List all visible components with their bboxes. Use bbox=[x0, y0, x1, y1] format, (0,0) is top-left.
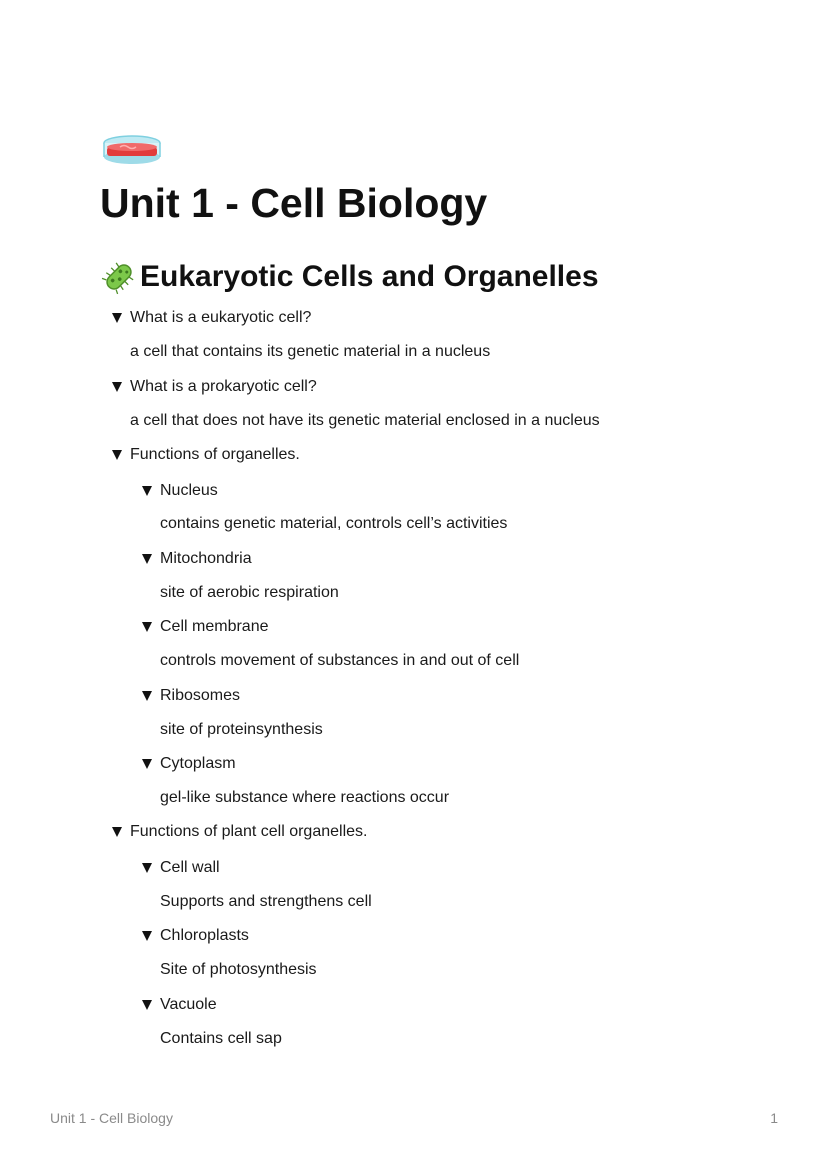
toggle-vacuole[interactable] bbox=[142, 994, 217, 1016]
section-heading bbox=[100, 256, 599, 298]
toggle-triangle-icon[interactable] bbox=[142, 863, 152, 873]
toggle-label: Cytoplasm bbox=[160, 755, 236, 772]
toggle-content: site of aerobic respiration bbox=[160, 584, 339, 601]
section-heading-text: Eukaryotic Cells and Organelles bbox=[140, 260, 599, 293]
page-number: 1 bbox=[770, 1110, 778, 1126]
toggle-chloroplasts[interactable] bbox=[142, 925, 249, 947]
toggle-triangle-icon[interactable] bbox=[142, 691, 152, 701]
toggle-cytoplasm[interactable] bbox=[142, 753, 236, 775]
toggle-cell-membrane[interactable] bbox=[142, 616, 268, 638]
toggle-content: site of proteinsynthesis bbox=[160, 721, 323, 738]
toggle-content: Contains cell sap bbox=[160, 1030, 282, 1047]
toggle-label: Functions of plant cell organelles. bbox=[130, 823, 368, 840]
toggle-eukaryotic-cell[interactable] bbox=[112, 307, 311, 329]
toggle-content: contains genetic material, controls cell’s activities bbox=[160, 515, 508, 532]
microbe-icon bbox=[100, 258, 138, 296]
toggle-triangle-icon[interactable] bbox=[112, 827, 122, 837]
toggle-triangle-icon[interactable] bbox=[112, 382, 122, 392]
toggle-label: Ribosomes bbox=[160, 687, 241, 704]
toggle-content: a cell that does not have its genetic material enclosed in a nucleus bbox=[130, 412, 600, 429]
toggle-triangle-icon[interactable] bbox=[142, 759, 152, 769]
toggle-content: a cell that contains its genetic material in a nucleus bbox=[130, 343, 491, 360]
toggle-triangle-icon[interactable] bbox=[142, 622, 152, 632]
toggle-label: Mitochondria bbox=[160, 550, 252, 567]
toggle-mitochondria[interactable] bbox=[142, 548, 252, 570]
toggle-label: Chloroplasts bbox=[160, 927, 249, 944]
toggle-content: controls movement of substances in and out of cell bbox=[160, 652, 520, 669]
toggle-label: Cell membrane bbox=[160, 618, 269, 635]
toggle-label: Vacuole bbox=[160, 996, 217, 1013]
toggle-triangle-icon[interactable] bbox=[112, 313, 122, 323]
toggle-content: Supports and strengthens cell bbox=[160, 893, 372, 910]
toggle-label: What is a prokaryotic cell? bbox=[130, 378, 317, 395]
toggle-functions-of-organelles[interactable] bbox=[112, 444, 300, 466]
toggle-triangle-icon[interactable] bbox=[142, 486, 152, 496]
page-title: Unit 1 - Cell Biology bbox=[100, 180, 488, 226]
toggle-label: What is a eukaryotic cell? bbox=[130, 309, 312, 326]
toggle-content: gel-like substance where reactions occur bbox=[160, 789, 450, 806]
toggle-ribosomes[interactable] bbox=[142, 685, 240, 707]
footer-title: Unit 1 - Cell Biology bbox=[50, 1110, 173, 1126]
toggle-label: Cell wall bbox=[160, 859, 220, 876]
toggle-triangle-icon[interactable] bbox=[112, 450, 122, 460]
toggle-nucleus[interactable] bbox=[142, 480, 218, 502]
petri-dish-icon bbox=[102, 134, 162, 166]
toggle-label: Nucleus bbox=[160, 482, 218, 499]
toggle-triangle-icon[interactable] bbox=[142, 1000, 152, 1010]
toggle-prokaryotic-cell[interactable] bbox=[112, 376, 317, 398]
toggle-cell-wall[interactable] bbox=[142, 857, 220, 879]
toggle-triangle-icon[interactable] bbox=[142, 931, 152, 941]
toggle-content: Site of photosynthesis bbox=[160, 961, 317, 978]
toggle-triangle-icon[interactable] bbox=[142, 554, 152, 564]
toggle-plant-cell-organelles[interactable] bbox=[112, 821, 367, 843]
toggle-label: Functions of organelles. bbox=[130, 446, 300, 463]
